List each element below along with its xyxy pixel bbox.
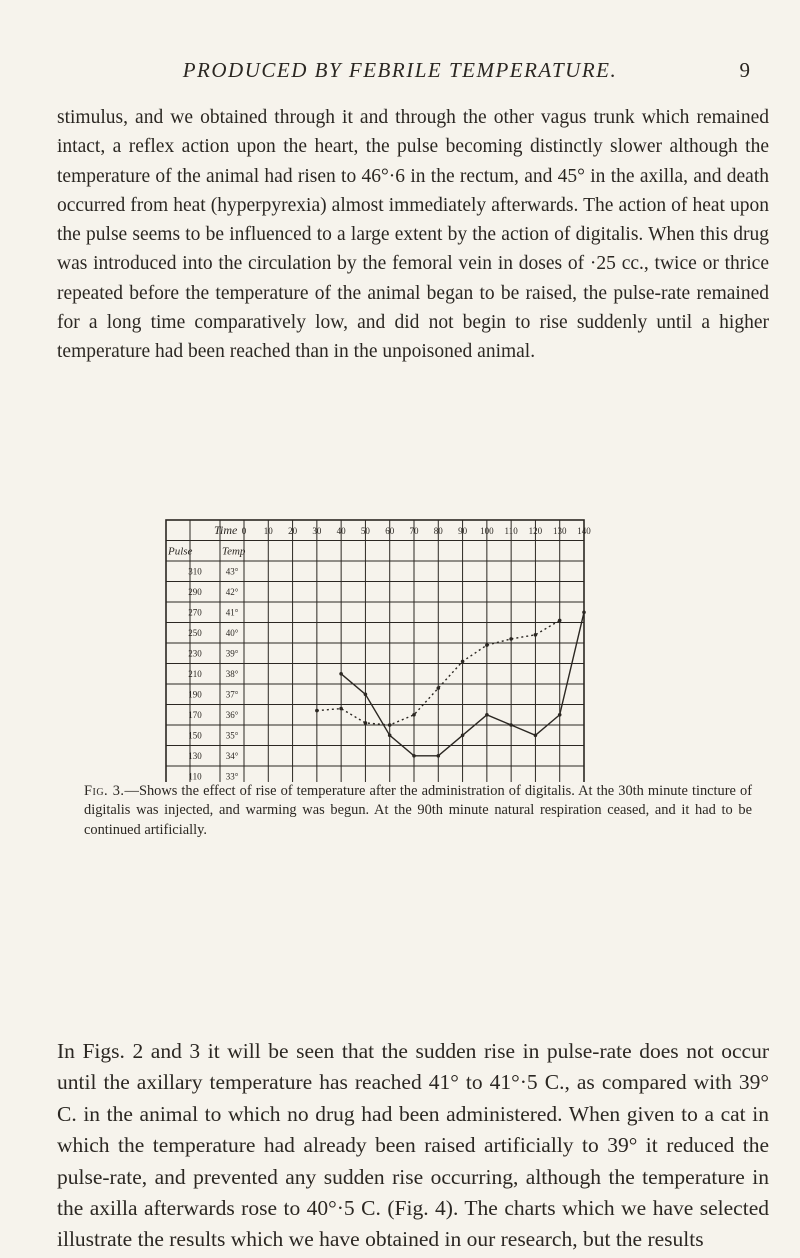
time-tick-label: 90 (458, 526, 468, 536)
pulse-data-point (461, 734, 465, 738)
temp-tick-label: 35° (225, 730, 239, 741)
time-tick-label: 60 (385, 526, 395, 536)
time-tick-label: 20 (288, 526, 298, 536)
temp-header: Temp (222, 545, 246, 558)
running-head: PRODUCED BY FEBRILE TEMPERATURE. (182, 58, 618, 82)
temperature-data-point (534, 633, 538, 637)
time-tick-label: 50 (360, 526, 370, 536)
page-number: 9 (739, 58, 750, 82)
temperature-data-point (339, 707, 343, 711)
pulse-data-point (534, 734, 538, 738)
temp-tick-label: 36° (225, 709, 239, 720)
temperature-data-point (485, 643, 489, 647)
temperature-data-point (437, 686, 441, 690)
figure-3-chart (158, 512, 598, 782)
temperature-data-point (558, 619, 562, 623)
temp-tick-label: 34° (225, 750, 239, 761)
pulse-tick-label: 250 (188, 627, 202, 638)
temperature-data-point (509, 637, 513, 641)
body-paragraph-2: In Figs. 2 and 3 it will be seen that the sudden rise in pulse-rate does not occur until the axillary temperature has reached 41° to 41°·5 C., as compared with 39° C. in the animal to which no drug had been administered. When given to a cat in which the temperature had already been raised artificially to 39° it reduced the pulse-rate, and prevented any sudden rise occurring, although the temperature in the axilla afterwards rose to 40°·5 C. (Fig. 4). The charts which we have selected illustrate the results which we have obtained in our research, but the results (57, 1039, 769, 1252)
pulse-tick-label: 170 (188, 709, 202, 720)
time-tick-label: 130 (552, 526, 567, 536)
temp-tick-label: 39° (225, 648, 239, 659)
time-tick-label: 30 (312, 526, 322, 536)
temp-tick-label: 37° (225, 689, 239, 700)
temp-tick-label: 43° (225, 566, 239, 577)
pulse-tick-label: 290 (188, 586, 202, 597)
temp-tick-label: 33° (225, 771, 239, 782)
x-axis-header: Time (214, 523, 238, 537)
time-tick-label: 10 (263, 526, 273, 536)
caption-label: Fig. 3. (84, 783, 125, 799)
caption-text: —Shows the effect of rise of temperature after the administration of digitalis. At the 30th minute tincture of digitalis was injected, and warming was begun. At the 90th minute natural respiration ceased, and it had to be continued artificially. (84, 783, 753, 838)
temp-tick-label: 41° (225, 607, 239, 618)
pulse-tick-label: 190 (188, 689, 202, 700)
temperature-data-point (461, 660, 465, 664)
pulse-data-point (388, 734, 392, 738)
temperature-data-point (412, 713, 416, 717)
pulse-tick-label: 310 (188, 566, 202, 577)
time-tick-label: 40 (336, 526, 346, 536)
pulse-data-point (364, 693, 368, 697)
pulse-header: Pulse (168, 545, 193, 558)
time-tick-label: 100 (480, 526, 494, 536)
pulse-data-point (339, 672, 343, 676)
pulse-tick-label: 150 (188, 730, 202, 741)
time-tick-label: 110 (504, 526, 518, 536)
page-header (60, 52, 750, 92)
time-tick-label: 70 (409, 526, 419, 536)
time-tick-label: 140 (577, 526, 591, 536)
pulse-tick-label: 110 (188, 771, 202, 782)
time-tick-label: 120 (528, 526, 543, 536)
pulse-tick-label: 270 (188, 607, 202, 618)
temp-tick-label: 42° (225, 586, 239, 597)
time-tick-label: 80 (433, 526, 443, 536)
pulse-data-point (437, 754, 441, 758)
temp-tick-label: 38° (225, 668, 239, 679)
temp-tick-label: 40° (225, 627, 239, 638)
time-tick-label: 0 (241, 526, 247, 536)
chart-svg (158, 512, 598, 782)
pulse-data-point (412, 754, 416, 758)
pulse-tick-label: 130 (188, 750, 202, 761)
body-paragraph-1: stimulus, and we obtained through it and through the other vagus trunk which remained intact, a reflex action upon the heart, the pulse becoming distinctly slower although the temperature of the animal had risen to 46°·6 in the rectum, and 45° in the axilla, and death occurred from heat (hyperpyrexia) almost immediately afterwards. The action of heat upon the pulse seems to be influenced to a large extent by the action of digitalis. When this drug was introduced into the circulation by the femoral vein in doses of ·25 cc., twice or thrice repeated before the temperature of the animal began to be raised, the pulse-rate remained for a long time comparatively low, and did not begin to rise suddenly until a higher temperature had been reached than in the unpoisoned animal. (57, 107, 769, 363)
pulse-data-point (509, 723, 513, 727)
figure-caption (84, 782, 752, 840)
temperature-data-point (315, 709, 319, 713)
pulse-data-point (558, 713, 562, 717)
pulse-tick-label: 230 (188, 648, 202, 659)
pulse-data-point (485, 713, 489, 717)
pulse-data-point (582, 611, 586, 615)
pulse-tick-label: 210 (188, 668, 202, 679)
temperature-data-point (364, 721, 368, 725)
temperature-data-point (388, 723, 392, 727)
